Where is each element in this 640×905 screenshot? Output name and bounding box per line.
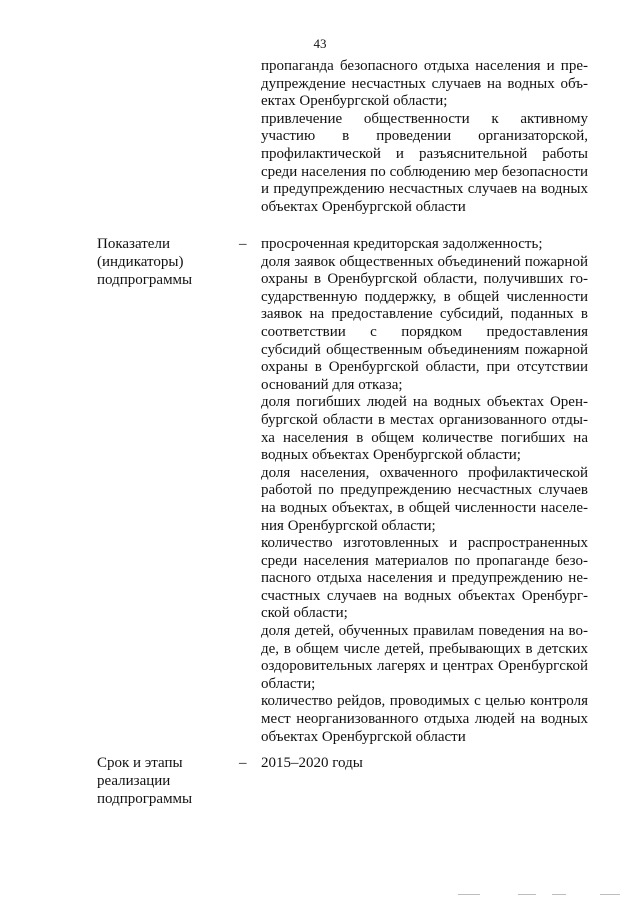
scan-artifact (440, 890, 630, 900)
timeline-label (97, 754, 227, 808)
paragraph: пропаганда безопасного отдыха населения и предупреждение несчастных случаев на водных объектах Оренбургской области; (261, 58, 588, 110)
paragraph: привлечение общественности к активному участию в проведении организаторской, профилактической и разъяснительной работы среди населения по соблюдению мер безопасности и предупреждению несчастных случаев на водных объектах Оренбургской области (261, 110, 588, 215)
label-line: Срок и этапы (97, 755, 183, 771)
indicator-item: доля населения, охваченного профилактической работой по предупреждению несчастных случаев на водных объектах, в общей численности населения Оренбургской области; (261, 464, 588, 534)
indicator-item: доля погибших людей на водных объектах Оренбургской области в местах организованного отдыха населения в общем количестве погибших на водных объектах Оренбургской области; (261, 394, 588, 464)
indicators-label (97, 235, 227, 289)
indicators-list (261, 236, 588, 746)
page-number: 43 (313, 36, 327, 51)
label-line: (индикаторы) (97, 254, 184, 270)
indicator-item: количество рейдов, проводимых с целью контроля мест неорганизованного отдыха людей на водных объектах Оренбургской области (261, 693, 588, 745)
indicator-item: доля детей, обученных правилам поведения на воде, в общем числе детей, пребывающих в детских оздоровительных лагерях и центрах Оренбургской области; (261, 623, 588, 692)
indicators-dash: – (239, 236, 247, 252)
label-line: реализации (97, 773, 171, 789)
timeline-dash: – (239, 755, 247, 771)
label-line: подпрограммы (97, 272, 193, 288)
indicator-item: количество изготовленных и распространенных среди населения материалов по пропаганде безопасного отдыха населения и предупреждению несчастных случаев на водных объектах Оренбургской области; (261, 535, 588, 622)
label-line: Показатели (97, 236, 170, 252)
indicator-item: просроченная кредиторская задолженность; (261, 236, 543, 252)
label-line: подпрограммы (97, 791, 193, 807)
indicator-item: доля заявок общественных объединений пожарной охраны в Оренбургской области, получивших государственную поддержку, в общей численности заявок на предоставление субсидий, поданных в соответствии с порядком предоставления субсидий общественным объединениям пожарной охраны в Оренбургской области, при отсутствии оснований для отказа; (261, 253, 588, 393)
timeline-text: 2015–2020 годы (261, 755, 363, 771)
intro-continuation (261, 58, 588, 216)
timeline-value (261, 755, 588, 773)
